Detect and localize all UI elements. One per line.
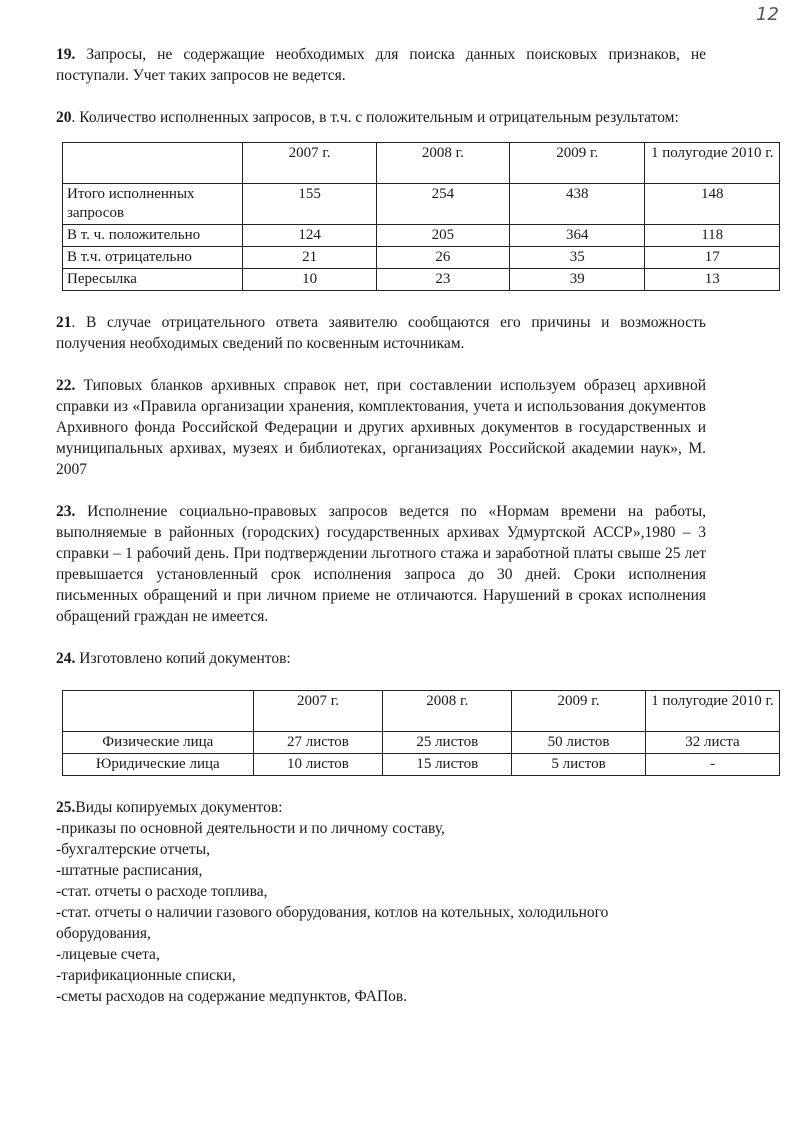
table-cell: 364 — [510, 225, 645, 247]
table-cell: 124 — [243, 225, 376, 247]
table-cell: 21 — [243, 247, 376, 269]
table-row — [63, 247, 780, 269]
table-cell: 10 — [243, 269, 376, 291]
paragraph-number: 24. — [56, 650, 76, 667]
paragraph-22 — [56, 375, 706, 480]
table-row-label: Юридические лица — [63, 754, 254, 776]
list-item: -лицевые счета, — [56, 946, 160, 963]
table-header-cell: 1 полугодие 2010 г. — [645, 143, 780, 184]
paragraph-text: Запросы, не содержащие необходимых для поиска данных поисковых признаков, не поступали. Учет таких запросов не ведется. — [56, 46, 706, 84]
table-row-label: Итого исполненных запросов — [63, 184, 243, 225]
paragraph-number: 23. — [56, 503, 76, 520]
paragraph-number: 25. — [56, 799, 76, 816]
paragraph-24 — [56, 648, 706, 669]
table-cell: 155 — [243, 184, 376, 225]
table-row-label: В т.ч. отрицательно — [63, 247, 243, 269]
table-header-cell: 2008 г. — [383, 691, 512, 732]
list-item: -бухгалтерские отчеты, — [56, 841, 210, 858]
paragraph-25 — [56, 797, 706, 818]
table-cell: 25 листов — [383, 732, 512, 754]
paragraph-number: 21 — [56, 314, 72, 331]
table-header-row — [63, 143, 780, 184]
table-cell: 10 листов — [253, 754, 383, 776]
paragraph-20 — [56, 107, 706, 128]
table-header-cell: 2008 г. — [376, 143, 509, 184]
table-row — [63, 184, 780, 225]
table-cell: 15 листов — [383, 754, 512, 776]
table-cell: 17 — [645, 247, 780, 269]
table-cell: 50 листов — [512, 732, 646, 754]
table-header-cell — [63, 691, 254, 732]
table-cell: 27 листов — [253, 732, 383, 754]
paragraph-number: 20 — [56, 109, 72, 126]
table-header-row — [63, 691, 780, 732]
document-body — [56, 44, 774, 1007]
paragraph-19 — [56, 44, 706, 86]
page-number: 12 — [756, 4, 779, 25]
requests-table — [62, 142, 780, 291]
table-cell: 148 — [645, 184, 780, 225]
table-header-cell: 2007 г. — [243, 143, 376, 184]
table-cell: 26 — [376, 247, 509, 269]
table-cell: 438 — [510, 184, 645, 225]
table-cell: 118 — [645, 225, 780, 247]
table-cell: 32 листа — [645, 732, 779, 754]
table-cell: 23 — [376, 269, 509, 291]
list-item: -штатные расписания, — [56, 862, 203, 879]
paragraph-text: . Количество исполненных запросов, в т.ч. с положительным и отрицательным результатом: — [71, 109, 679, 126]
table-cell: 205 — [376, 225, 509, 247]
table-header-cell: 2009 г. — [512, 691, 646, 732]
list-item: -тарификационные списки, — [56, 967, 236, 984]
table-cell: 254 — [376, 184, 509, 225]
table-row — [63, 225, 780, 247]
table-header-cell: 2007 г. — [253, 691, 383, 732]
paragraph-text: Исполнение социально-правовых запросов ведется по «Нормам времени на работы, выполняемые в районных (городских) государственных архивах Удмуртской АССР»,1980 – 3 справки – 1 рабочий день. При подтверждении льготного стажа и заработной платы свыше 25 лет превышается установленный срок исполнения запроса до 30 дней. Сроки исполнения письменных обращений и при личном приеме не отличаются. Нарушений в сроках исполнения обращений граждан не имеется. — [56, 503, 706, 625]
paragraph-number: 22. — [56, 377, 76, 394]
table-row-label: Физические лица — [63, 732, 254, 754]
list-item: -стат. отчеты о наличии газового оборудования, котлов на котельных, холодильного оборудования, — [56, 904, 609, 942]
paragraph-23 — [56, 501, 706, 627]
table-cell: 13 — [645, 269, 780, 291]
table-header-cell — [63, 143, 243, 184]
copies-table — [62, 690, 780, 776]
table-cell: 5 листов — [512, 754, 646, 776]
table-cell: 39 — [510, 269, 645, 291]
paragraph-text: Типовых бланков архивных справок нет, при составлении используем образец архивной справки из «Правила организации хранения, комплектования, учета и использования документов Архивного фонда Российской Федерации и других архивных документов в государственных и муниципальных архивах, музеях и библиотеках, организациях Российской академии наук», М. 2007 — [56, 377, 706, 478]
paragraph-text: Изготовлено копий документов: — [75, 650, 291, 667]
list-item: -сметы расходов на содержание медпунктов, ФАПов. — [56, 988, 408, 1005]
table-row — [63, 754, 780, 776]
table-row — [63, 732, 780, 754]
table-row — [63, 269, 780, 291]
paragraph-21 — [56, 312, 706, 354]
table-cell: - — [645, 754, 779, 776]
list-item: -стат. отчеты о расходе топлива, — [56, 883, 268, 900]
table-row-label: В т. ч. положительно — [63, 225, 243, 247]
list-item: -приказы по основной деятельности и по личному составу, — [56, 820, 445, 837]
paragraph-number: 19. — [56, 46, 76, 63]
paragraph-text: Виды копируемых документов: — [75, 799, 283, 816]
table-header-cell: 2009 г. — [510, 143, 645, 184]
table-cell: 35 — [510, 247, 645, 269]
paragraph-text: . В случае отрицательного ответа заявителю сообщаются его причины и возможность получения необходимых сведений по косвенным источникам. — [56, 314, 706, 352]
table-header-cell: 1 полугодие 2010 г. — [645, 691, 779, 732]
document-types-list — [56, 818, 706, 1007]
table-row-label: Пересылка — [63, 269, 243, 291]
